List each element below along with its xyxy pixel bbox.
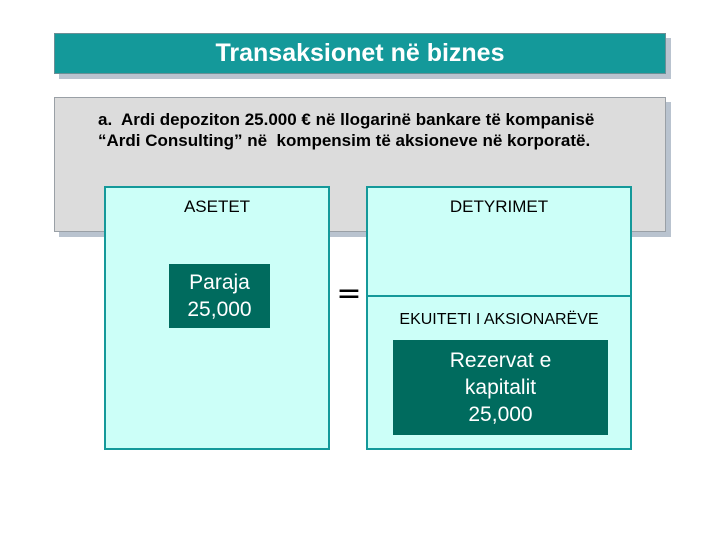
capital-reserve-text: Rezervat e kapitalit 25,000 bbox=[449, 349, 552, 426]
description-text: a. Ardi depoziton 25.000 € në llogarinë bankare të kompanisë “Ardi Consulting” në kompensim të aksioneve në korporatë. bbox=[98, 110, 595, 150]
cash-box bbox=[169, 264, 270, 328]
liabilities-equity-divider bbox=[366, 295, 632, 297]
slide-title-text: Transaksionet në biznes bbox=[215, 39, 505, 67]
capital-reserve-box bbox=[393, 340, 608, 435]
cash-box-text: Paraja 25,000 bbox=[187, 271, 252, 321]
assets-heading: ASETET bbox=[183, 197, 251, 216]
liabilities-heading: DETYRIMET bbox=[449, 197, 549, 216]
equals-sign: = bbox=[336, 276, 362, 311]
slide-title bbox=[54, 33, 666, 74]
equity-heading: EKUITETI I AKSIONARËVE bbox=[399, 311, 599, 328]
